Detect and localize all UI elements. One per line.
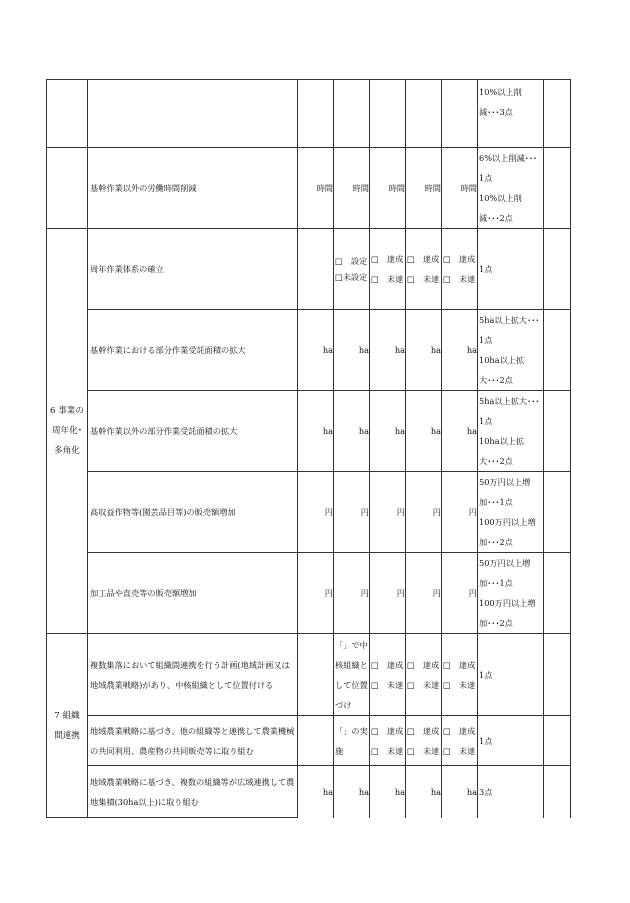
blank-cell [298, 634, 334, 716]
unit-cell: ha [442, 310, 478, 391]
unit-cell: 円 [370, 472, 406, 553]
unit-cell: 円 [334, 472, 370, 553]
points-cell: 3点 [478, 766, 544, 818]
unit-cell: 時間 [334, 148, 370, 229]
blank-cell [298, 716, 334, 766]
points-cell: 1点 [478, 716, 544, 766]
check-not-achieved[interactable]: □ 未達 [371, 745, 404, 756]
blank-cell [298, 229, 334, 310]
check-cell [442, 634, 478, 716]
unit-cell: 円 [442, 472, 478, 553]
unit-cell: ha [406, 310, 442, 391]
unit-cell: 円 [370, 553, 406, 634]
section-cell-top [47, 80, 88, 148]
section-cell-top [47, 148, 88, 229]
item-cell: 複数集落において組織間連携を行う計画(地域計画又は地域農業戦略)があり、中核組織として位置付ける [88, 634, 298, 716]
evaluation-table [46, 79, 571, 818]
table-row [47, 716, 571, 766]
unit-cell: ha [334, 310, 370, 391]
table-row [47, 391, 571, 472]
check-not-achieved[interactable]: □ 未達 [407, 274, 440, 284]
check-achieved[interactable]: □ 達成 [371, 659, 404, 670]
unit-cell: ha [370, 310, 406, 391]
item-cell: 基幹作業以外の労働時間削減 [88, 148, 298, 229]
check-not-achieved[interactable]: □ 未達 [443, 679, 476, 690]
note-cell [544, 766, 571, 818]
unit-cell: 円 [298, 472, 334, 553]
table-row [47, 766, 571, 818]
check-achieved[interactable]: □ 達成 [407, 659, 440, 670]
item-cell: 高収益作物等(園芸品目等)の販売額増加 [88, 472, 298, 553]
section-7-cell: 7 組織間連携 [47, 634, 88, 818]
item-cell: 地域農業戦略に基づき、他の組織等と連携して農業機械の共同利用、農産物の共同販売等に取り組む [88, 716, 298, 766]
setting-cell: 「」の実施 [334, 716, 370, 766]
unit-cell: ha [406, 391, 442, 472]
value-cell [370, 80, 406, 148]
points-cell: 50万円以上増加･･･1点 100万円以上増加･･･2点 [478, 472, 544, 553]
table-row [47, 229, 571, 310]
value-cell [298, 80, 334, 148]
item-cell: 地域農業戦略に基づき、複数の組織等が広域連携して農地集積(30ha以上)に取り組む [88, 766, 298, 818]
item-cell: 周年作業体系の確立 [88, 229, 298, 310]
check-achieved[interactable]: □ 達成 [443, 659, 476, 670]
note-cell [544, 472, 571, 553]
table-row [47, 634, 571, 716]
check-achieved[interactable]: □ 達成 [443, 254, 476, 264]
unit-cell: ha [370, 766, 406, 818]
unit-cell: ha [334, 391, 370, 472]
points-cell: 5ha以上拡大･･･1点 10ha以上拡大･･･2点 [478, 310, 544, 391]
check-not-achieved[interactable]: □ 未達 [371, 274, 404, 284]
check-achieved[interactable]: □ 達成 [407, 725, 440, 736]
table-row [47, 310, 571, 391]
points-text: 10%以上削減･･･3点 [479, 87, 522, 117]
value-cell [442, 80, 478, 148]
unit-cell: ha [298, 310, 334, 391]
check-achieved[interactable]: □ 達成 [371, 254, 404, 264]
check-cell [370, 716, 406, 766]
points-cell: 5ha以上拡大･･･1点 10ha以上拡大･･･2点 [478, 391, 544, 472]
item-cell: 基幹作業以外の部分作業受託面積の拡大 [88, 391, 298, 472]
unit-cell: 円 [298, 553, 334, 634]
unit-cell: 時間 [298, 148, 334, 229]
unit-cell: 時間 [442, 148, 478, 229]
unit-cell: ha [370, 391, 406, 472]
setting-cell: □ 設定 □未設定 [334, 229, 370, 310]
item-cell [88, 80, 298, 148]
unit-cell: 円 [442, 553, 478, 634]
note-cell [544, 634, 571, 716]
unit-cell: ha [442, 391, 478, 472]
note-cell [544, 391, 571, 472]
check-cell [442, 229, 478, 310]
unit-cell: ha [406, 766, 442, 818]
check-not-achieved[interactable]: □ 未達 [371, 679, 404, 690]
note-cell [544, 553, 571, 634]
check-cell [406, 229, 442, 310]
unit-cell: ha [298, 766, 334, 818]
points-cell: 6%以上削減･･･1点 10%以上削減･･･2点 [478, 148, 544, 229]
note-cell [544, 80, 571, 148]
unit-cell: 円 [406, 472, 442, 553]
unit-cell: 円 [406, 553, 442, 634]
check-not-achieved[interactable]: □ 未達 [407, 679, 440, 690]
table-row [47, 472, 571, 553]
section-6-cell: 6 事業の周年化･多角化 [47, 229, 88, 634]
note-cell [544, 148, 571, 229]
check-achieved[interactable]: □ 達成 [443, 725, 476, 736]
item-cell: 加工品や直売等の販売額増加 [88, 553, 298, 634]
unit-cell: ha [442, 766, 478, 818]
points-cell: 50万円以上増加･･･1点 100万円以上増加･･･2点 [478, 553, 544, 634]
check-cell [370, 229, 406, 310]
check-cell [406, 716, 442, 766]
check-not-achieved[interactable]: □ 未達 [443, 745, 476, 756]
unit-cell: ha [334, 766, 370, 818]
value-cell [334, 80, 370, 148]
unit-cell: 時間 [406, 148, 442, 229]
unit-cell: 時間 [370, 148, 406, 229]
check-cell [442, 716, 478, 766]
check-achieved[interactable]: □ 達成 [407, 254, 440, 264]
note-cell [544, 716, 571, 766]
table-row [47, 148, 571, 229]
value-cell [406, 80, 442, 148]
points-cell [478, 80, 544, 148]
check-achieved[interactable]: □ 達成 [371, 725, 404, 736]
check-not-achieved[interactable]: □ 未達 [443, 274, 476, 284]
points-cell: 1点 [478, 229, 544, 310]
note-cell [544, 310, 571, 391]
check-cell [406, 634, 442, 716]
points-cell: 1点 [478, 634, 544, 716]
table-row [47, 553, 571, 634]
setting-cell: 「」で中核組織として位置づけ [334, 634, 370, 716]
check-not-achieved[interactable]: □ 未達 [407, 745, 440, 756]
note-cell [544, 229, 571, 310]
table-row [47, 80, 571, 148]
unit-cell: ha [298, 391, 334, 472]
item-cell: 基幹作業における部分作業受託面積の拡大 [88, 310, 298, 391]
unit-cell: 円 [334, 553, 370, 634]
check-cell [370, 634, 406, 716]
